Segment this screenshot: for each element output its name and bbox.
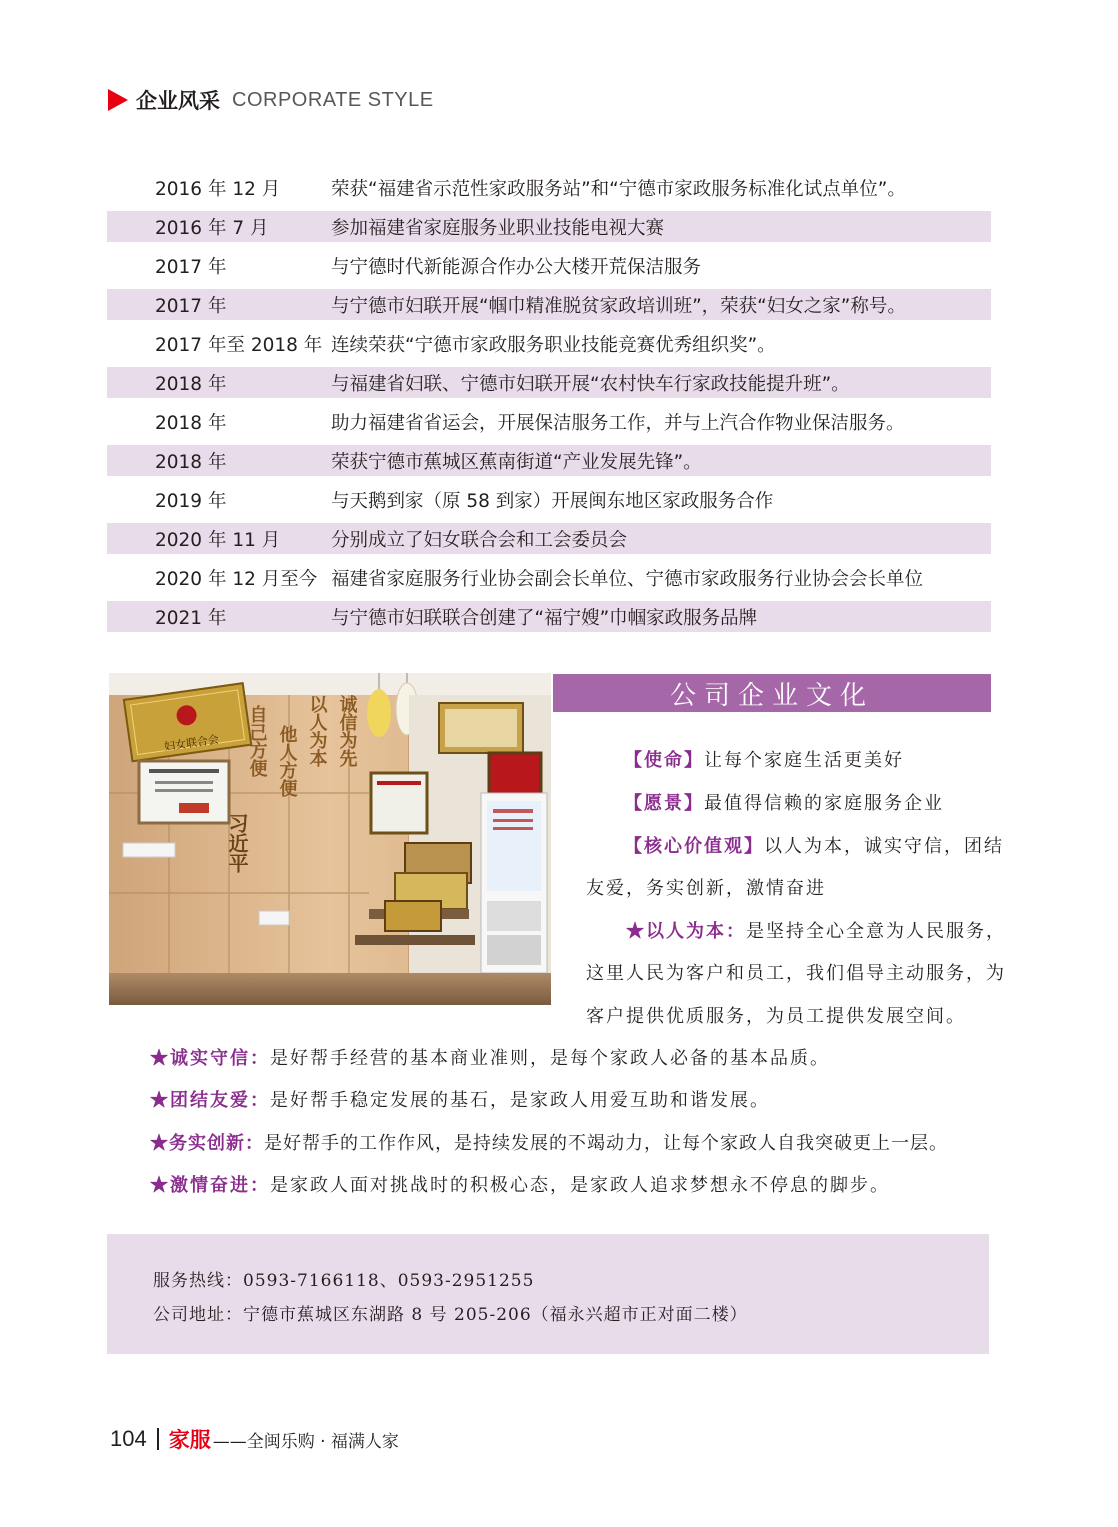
- plaque-title: 妇女联合会: [163, 732, 220, 754]
- timeline-date: 2017 年至 2018 年: [155, 334, 323, 356]
- timeline-date: 2018 年: [155, 373, 227, 395]
- timeline-date: 2017 年: [155, 295, 227, 317]
- value-text-line: 这里人民为客户和员工，我们倡导主动服务，为: [586, 963, 1006, 984]
- timeline-desc: 与宁德时代新能源合作办公大楼开荒保洁服务: [331, 256, 702, 278]
- timeline-row: [107, 402, 991, 441]
- timeline-desc: 与福建省妇联、宁德市妇联开展“农村快车行家政技能提升班”。: [331, 373, 850, 395]
- value-passion: [150, 1171, 890, 1197]
- timeline-date: 2020 年 12 月至今: [155, 568, 318, 590]
- timeline-desc: 与宁德市妇联联合创建了“福宁嫂”巾帼家政服务品牌: [331, 607, 758, 629]
- footer-slogan: ——全闽乐购 · 福满人家: [212, 1431, 399, 1452]
- value-text: 是坚持全心全意为人民服务，: [746, 921, 1006, 942]
- value-text: 是好帮手的工作作风，是持续发展的不竭动力，让每个家政人自我突破更上一层。: [264, 1133, 948, 1154]
- section-header: [108, 84, 434, 116]
- page-number: 104: [110, 1426, 147, 1451]
- timeline-row: [107, 168, 991, 207]
- timeline-desc: 参加福建省家庭服务业职业技能电视大赛: [331, 217, 665, 239]
- timeline-desc: 福建省家庭服务行业协会副会长单位、宁德市家政服务行业协会会长单位: [331, 568, 924, 590]
- timeline-desc: 助力福建省省运会，开展保洁服务工作，并与上汽合作物业保洁服务。: [331, 412, 905, 434]
- timeline-row: [107, 211, 991, 242]
- value-label: ★诚实守信：: [150, 1048, 270, 1069]
- value-label: ★以人为本：: [626, 921, 746, 942]
- timeline-date: 2018 年: [155, 412, 227, 434]
- values-line: [624, 832, 1004, 858]
- values-text: 以人为本，诚实守信，团结: [764, 836, 1004, 857]
- value-label: ★激情奋进：: [150, 1175, 270, 1196]
- mission-label: 【使命】: [624, 750, 704, 771]
- section-title-en: CORPORATE STYLE: [232, 88, 434, 111]
- timeline-row: [107, 523, 991, 554]
- culture-title-band: [553, 674, 991, 712]
- timeline-date: 2018 年: [155, 451, 227, 473]
- value-unity: [150, 1086, 770, 1112]
- mission-text: 让每个家庭生活更美好: [704, 750, 904, 771]
- timeline-desc: 荣获“福建省示范性家政服务站”和“宁德市家政服务标准化试点单位”。: [331, 178, 906, 200]
- timeline-row: [107, 246, 991, 285]
- vision-text: 最值得信赖的家庭服务企业: [704, 793, 944, 814]
- timeline-row: [107, 480, 991, 519]
- timeline-table: [107, 168, 991, 636]
- calligraphy-text: 以人为本: [306, 695, 328, 767]
- timeline-desc: 荣获宁德市蕉城区蕉南街道“产业发展先锋”。: [331, 451, 702, 473]
- calligraphy-signature: 习近平: [225, 813, 249, 873]
- vision-label: 【愿景】: [624, 793, 704, 814]
- timeline-desc: 连续荣获“宁德市家政服务职业技能竞赛优秀组织奖”。: [331, 334, 776, 356]
- company-address: 公司地址：宁德市蕉城区东湖路 8 号 205-206（福永兴超市正对面二楼）: [153, 1305, 748, 1325]
- section-title-cn: 企业风采: [136, 89, 220, 113]
- office-photo: [109, 673, 551, 1005]
- page-footer: [110, 1424, 399, 1454]
- calligraphy-text: 自己方便: [246, 705, 268, 777]
- value-integrity: [150, 1044, 830, 1070]
- values-label: 【核心价值观】: [624, 836, 764, 857]
- timeline-row: [107, 324, 991, 363]
- timeline-date: 2021 年: [155, 607, 227, 629]
- timeline-row: [107, 601, 991, 632]
- timeline-desc: 分别成立了妇女联合会和工会委员会: [331, 529, 628, 551]
- value-text: 是家政人面对挑战时的积极心态，是家政人追求梦想永不停息的脚步。: [270, 1175, 890, 1196]
- vision-line: [624, 789, 944, 815]
- value-text: 是好帮手经营的基本商业准则，是每个家政人必备的基本品质。: [270, 1048, 830, 1069]
- value-text-line: 客户提供优质服务，为员工提供发展空间。: [586, 1006, 966, 1027]
- value-text: 是好帮手稳定发展的基石，是家政人用爱互助和谐发展。: [270, 1090, 770, 1111]
- value-label: ★团结友爱：: [150, 1090, 270, 1111]
- mission-line: [624, 746, 904, 772]
- triangle-arrow-icon: [108, 89, 128, 111]
- timeline-date: 2020 年 11 月: [155, 529, 281, 551]
- timeline-date: 2016 年 7 月: [155, 217, 269, 239]
- timeline-desc: 与天鹅到家（原 58 到家）开展闽东地区家政服务合作: [331, 490, 774, 512]
- calligraphy-text: 诚信为先: [336, 695, 358, 767]
- timeline-date: 2019 年: [155, 490, 227, 512]
- value-label: ★务实创新：: [150, 1133, 264, 1154]
- timeline-date: 2017 年: [155, 256, 227, 278]
- footer-brand: 家服: [168, 1428, 211, 1452]
- timeline-desc: 与宁德市妇联开展“帼巾精准脱贫家政培训班”，荣获“妇女之家”称号。: [331, 295, 906, 317]
- service-hotline: 服务热线：0593-7166118、0593-2951255: [153, 1271, 535, 1291]
- footer-divider: [157, 1428, 159, 1450]
- value-people-first: [626, 917, 1006, 943]
- values-line-2: 友爱，务实创新，激情奋进: [586, 878, 826, 899]
- timeline-row: [107, 558, 991, 597]
- contact-box: [107, 1234, 989, 1354]
- timeline-row: [107, 367, 991, 398]
- calligraphy-text: 他人方便: [276, 725, 298, 797]
- timeline-date: 2016 年 12 月: [155, 178, 281, 200]
- timeline-row: [107, 289, 991, 320]
- timeline-row: [107, 445, 991, 476]
- culture-title: 公司企业文化: [669, 680, 874, 711]
- value-innovation: [150, 1129, 948, 1155]
